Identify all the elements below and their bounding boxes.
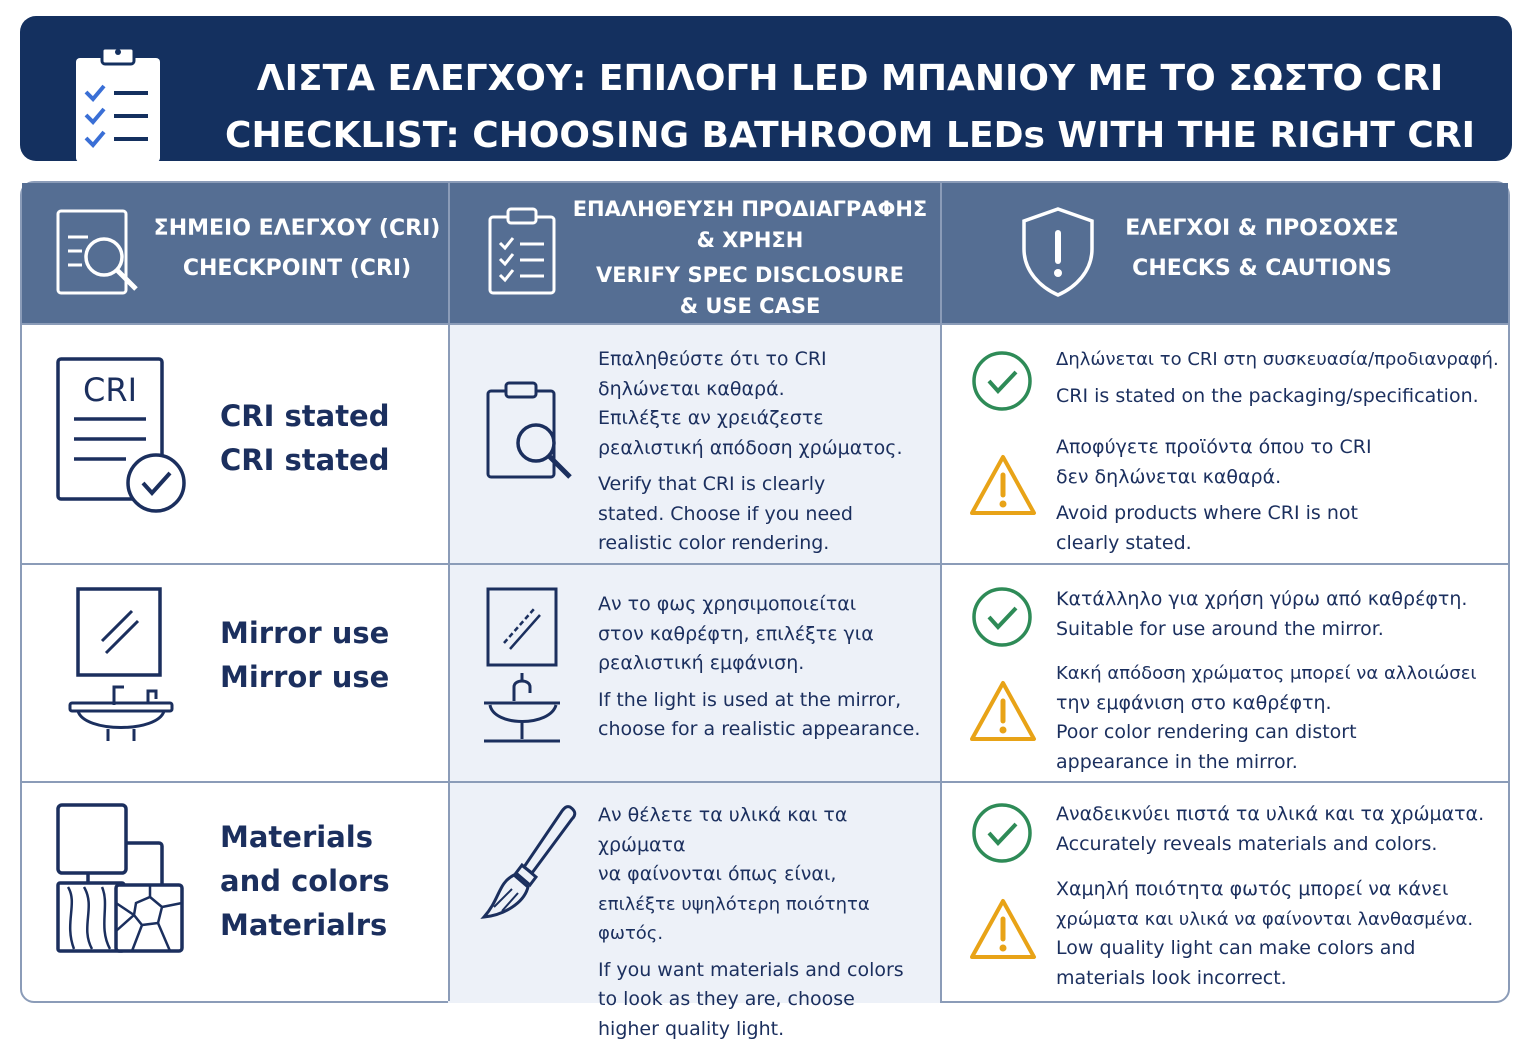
title-english: CHECKLIST: CHOOSING BATHROOM LEDs WITH THE RIGHT CRI <box>225 115 1475 156</box>
warning-triangle-icon <box>968 679 1038 743</box>
check-circle-icon <box>970 349 1034 413</box>
column-header-verify-greek-1: ΕΠΑΛΗΘΕΥΣΗ ΠΡΟΔΙΑΓΡΑΦΗΣ <box>572 197 928 221</box>
column-header-verify-greek-2: & ΧΡΗΣΗ <box>696 228 804 252</box>
check-text-materials: Αναδεικνύει πιστά τα υλικά και τα χρώματα. Accurately reveals materials and colors. <box>1056 803 1485 855</box>
column-header-checkpoint-greek: ΣΗΜΕΙΟ ΕΛΕΓΧΟΥ (CRI) <box>153 216 441 241</box>
verify-text-mirror: Αν το φως χρησιμοποιείται στον καθρέφτη, επιλέξτε για ρεαλιστική εμφάνιση. If the light is used at the mirror, choose for a realistic appearance. <box>598 593 921 740</box>
column-header-verify-english-2: & USE CASE <box>679 294 821 318</box>
clipboard-search-icon <box>484 381 576 481</box>
row-label-cri-stated: CRI stated CRI stated <box>220 399 390 477</box>
column-divider <box>940 183 942 1001</box>
check-text-cri: Δηλώνεται το CRI στη συσκευασία/προδιανραφή. CRI is stated on the packaging/specification. <box>1056 349 1499 407</box>
warning-triangle-icon <box>968 453 1038 517</box>
shield-alert-icon <box>1018 205 1098 299</box>
caution-text-materials: Χαμηλή ποιότητα φωτός μπορεί να κάνει χρώματα και υλικά να φαίνονται λανθασμένα. Low quality light can make colors and materials look incorrect. <box>1056 878 1474 989</box>
cri-icon-label: CRI <box>82 371 138 409</box>
warning-triangle-icon <box>968 897 1038 961</box>
row-divider <box>22 563 1508 565</box>
row-label-mirror-use: Mirror use Mirror use <box>220 616 390 694</box>
check-circle-icon <box>970 585 1034 649</box>
cri-document-check-icon <box>54 355 188 515</box>
page-header <box>20 16 1512 161</box>
column-header-verify <box>450 183 940 323</box>
page-title <box>210 50 1490 164</box>
verify-text-cri: Επαληθεύστε ότι το CRI δηλώνεται καθαρά. Επιλέξτε αν χρειάζεστε ρεαλιστική απόδοση χρώματος. Verify that CRI is clearly stated. Choose if you need realistic color rendering. <box>598 348 903 554</box>
column-divider <box>448 183 450 1001</box>
column-header-checks-greek: ΕΛΕΓΧΟΙ & ΠΡΟΣΟΧΕΣ <box>1125 216 1399 241</box>
column-header-checks-english: CHECKS & CAUTIONS <box>1132 256 1392 281</box>
check-circle-icon <box>970 801 1034 865</box>
title-greek: ΛΙΣΤΑ ΕΛΕΓΧΟΥ: ΕΠΙΛΟΓΗ LED ΜΠΑΝΙΟΥ ΜΕ ΤΟ ΣΩΣΤΟ CRI <box>256 58 1444 99</box>
clipboard-checklist-icon <box>486 205 558 297</box>
check-text-mirror: Κατάλληλο για χρήση γύρω από καθρέφτη. Suitable for use around the mirror. <box>1056 588 1468 640</box>
paint-brush-icon <box>478 803 578 923</box>
caution-text-mirror: Κακή απόδοση χρώματος μπορεί να αλλοιώσει την εμφάνιση στο καθρέφτη. Poor color rendering can distort appearance in the mirror. <box>1056 663 1477 773</box>
row-divider <box>22 323 1508 325</box>
caution-text-cri: Αποφύγετε προϊόντα όπου το CRI δεν δηλώνεται καθαρά. Avoid products where CRI is not clearly stated. <box>1056 436 1372 554</box>
column-header-verify-english-1: VERIFY SPEC DISCLOSURE <box>596 263 904 287</box>
mirror-sink-icon <box>66 587 176 743</box>
document-search-icon <box>54 207 144 297</box>
material-swatches-icon <box>54 803 186 955</box>
row-divider <box>22 781 1508 783</box>
checklist-table <box>20 181 1510 1040</box>
clipboard-checklist-icon <box>72 42 164 166</box>
row-label-materials: Materials and colors Materialrs <box>220 820 390 942</box>
column-header-checks <box>942 183 1510 323</box>
table-header <box>22 183 1508 323</box>
mirror-faucet-icon <box>482 587 564 743</box>
verify-text-materials: Αν θέλετε τα υλικά και τα χρώματα να φαίνονται όπως είναι, επιλέξτε υψηλότερη ποιότητα φωτός. If you want materials and colors to look as they are, choose higher quality light. <box>598 804 904 1040</box>
column-header-checkpoint <box>22 183 448 323</box>
column-header-checkpoint-english: CHECKPOINT (CRI) <box>182 256 412 281</box>
